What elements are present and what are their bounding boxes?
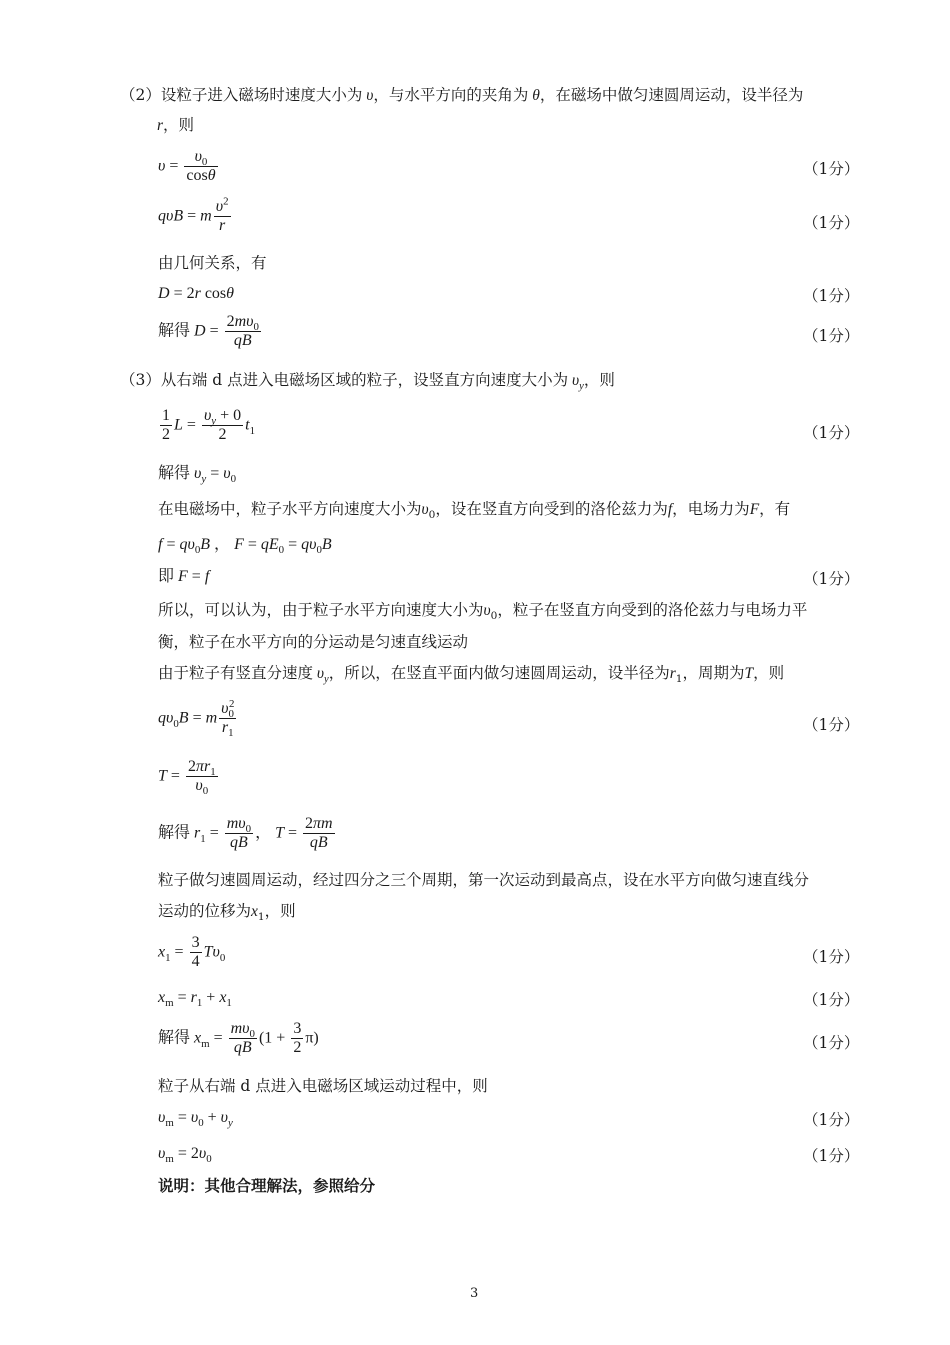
page-number: 3 (470, 1286, 479, 1301)
eq-vm: $\upsilon_m = \upsilon_0 + \upsilon_y$ (158, 1109, 233, 1130)
score: （1分） (803, 948, 860, 966)
eq-v: υ = $\frac{\upsilon_0}{\cos\theta}$ (158, 148, 216, 185)
score: （1分） (803, 716, 860, 734)
eq-T: T = $\frac{2\pi r_1}{\upsilon_0}$ (158, 758, 216, 798)
eq-x1: $x_1$ = $\frac{3}{4}$ $T\upsilon_0$ (158, 934, 226, 971)
eq-forces: $f = q\upsilon_0B$ ， $F = qE_0 = q\upsilon_0B$ (158, 536, 332, 557)
eq-balance: 即 F = f (158, 568, 210, 585)
part2-intro: （2）设粒子进入磁场时速度大小为 υ，与水平方向的夹角为 θ，在磁场中做匀速圆周运动，设半径为 (120, 86, 804, 104)
eq-D: D = 2r cosθ (158, 285, 235, 302)
eq-lorentz: qυB = m $\frac{\upsilon^2}{r}$ (158, 195, 229, 235)
score: （1分） (803, 1147, 860, 1165)
eq-xm: $x_m = r_1 + x_1$ (158, 989, 232, 1010)
part3-circ-line1: 粒子做匀速圆周运动，经过四分之三个周期，第一次运动到最高点，设在水平方向做匀速直线分 (158, 871, 810, 889)
score: （1分） (803, 287, 860, 305)
part2-geom: 由几何关系，有 (158, 254, 267, 272)
eq-r1-T-solved: 解得 $r_1$ = $\frac{m\upsilon_0}{qB}$ ， T = $\frac{2\pi m}{qB}$ (158, 815, 333, 852)
eq-xm-solved: 解得 $x_m$ = $\frac{m\upsilon_0}{qB}$ (1 + $\frac{3}{2}$ π) (158, 1020, 319, 1057)
part3-right-d: 粒子从右端 d 点进入电磁场区域运动过程中，则 (158, 1077, 488, 1095)
score: （1分） (803, 327, 860, 345)
part2-intro-cont: r，则 (157, 116, 195, 134)
part3-circ-line2: 运动的位移为$x_1$，则 (158, 902, 296, 924)
grading-note: 说明：其他合理解法，参照给分 (158, 1177, 376, 1195)
score: （1分） (803, 570, 860, 588)
score: （1分） (803, 424, 860, 442)
part3-em: 在电磁场中，粒子水平方向速度大小为$\upsilon_0$，设在竖直方向受到的洛伦兹力为f，电场力为F，有 (158, 500, 791, 522)
part3-intro: （3）从右端 d 点进入电磁场区域的粒子，设竖直方向速度大小为 $\upsilon_y$，则 (120, 371, 615, 393)
score: （1分） (803, 160, 860, 178)
part3-so-line2: 衡，粒子在水平方向的分运动是匀速直线运动 (158, 633, 469, 651)
eq-r1: $q\upsilon_0B = m$ $\frac{\upsilon_0^2}{r_1}$ (158, 697, 235, 740)
eq-half-L: $\frac{1}{2}$ L = $\frac{\upsilon_y + 0}{2}$ $t_1$ (162, 407, 256, 444)
eq-vm-result: $\upsilon_m = 2\upsilon_0$ (158, 1145, 212, 1166)
eq-vy: 解得 $\upsilon_y = \upsilon_0$ (158, 465, 236, 486)
score: （1分） (803, 214, 860, 232)
part3-vy-line: 由于粒子有竖直分速度 $\upsilon_y$，所以，在竖直平面内做匀速圆周运动，设半径为$r_1$，周期为T，则 (158, 664, 785, 686)
score: （1分） (803, 1111, 860, 1129)
score: （1分） (803, 991, 860, 1009)
eq-D-solved: 解得 D = $\frac{2m\upsilon_0}{qB}$ (158, 313, 259, 350)
part3-so-line1: 所以，可以认为，由于粒子水平方向速度大小为$\upsilon_0$，粒子在竖直方向受到的洛伦兹力与电场力平 (158, 601, 808, 623)
score: （1分） (803, 1034, 860, 1052)
